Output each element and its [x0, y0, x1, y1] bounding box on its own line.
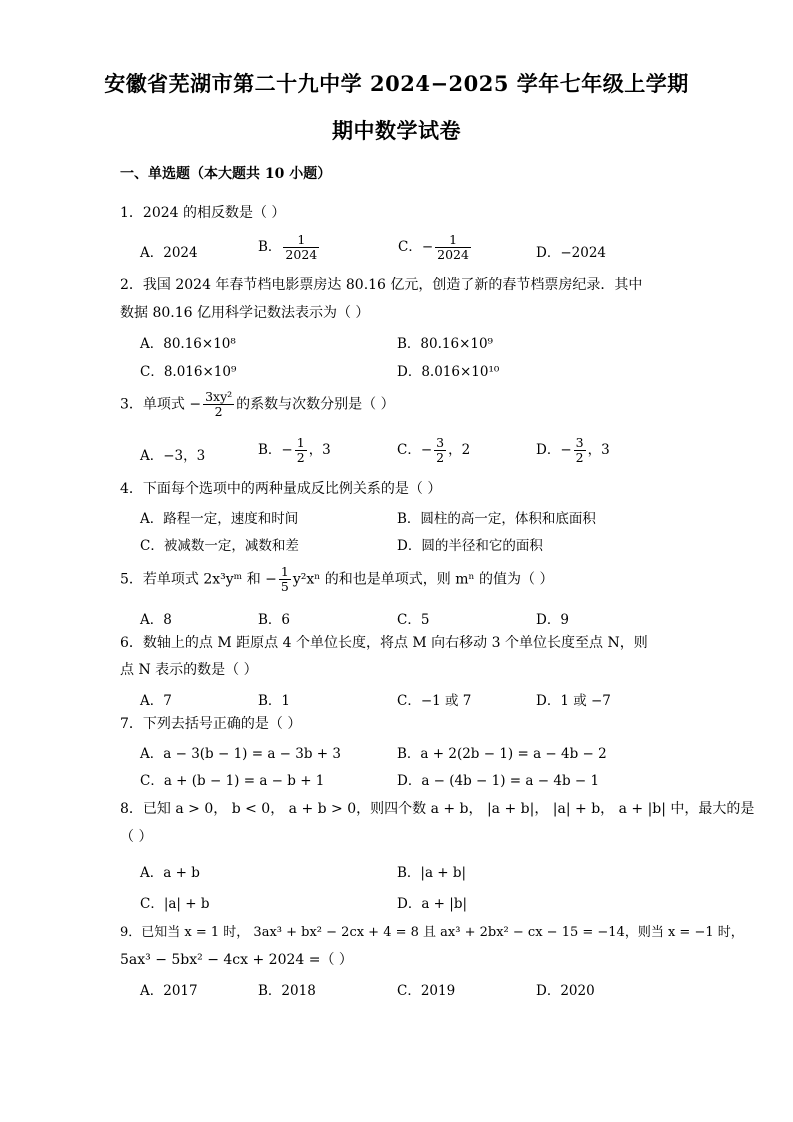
q8-option-a: A．a + b	[140, 865, 200, 881]
q5-option-c: C．5	[397, 612, 430, 628]
q7-option-a: A．a − 3(b − 1) = a − 3b + 3	[140, 746, 341, 762]
q4-option-b: B．圆柱的高一定，体积和底面积	[397, 511, 596, 527]
q2-option-a: A．80.16×10⁸	[140, 336, 236, 352]
q8-option-b: B．|a + b|	[397, 865, 467, 881]
q7-option-d: D．a − (4b − 1) = a − 4b − 1	[397, 773, 600, 789]
q2-stem-line1: 2．我国 2024 年春节档电影票房达 80.16 亿元，创造了新的春节档票房纪录．其中	[120, 277, 643, 293]
q7-stem: 7．下列去括号正确的是（ ）	[120, 716, 302, 732]
q6-stem-line1: 6．数轴上的点 M 距原点 4 个单位长度，将点 M 向右移动 3 个单位长度至点 N，则	[120, 635, 648, 651]
q3-option-b: B．− $\frac{1}{2}$ ，3	[258, 435, 331, 465]
q7-option-b: B．a + 2(2b − 1) = a − 4b − 2	[397, 746, 607, 762]
q6-option-a: A．7	[140, 693, 172, 709]
q1-option-b: B． $\frac{1}{2024}$	[258, 232, 318, 262]
q8-stem-line2: （ ）	[120, 829, 153, 845]
exam-title-line1: 安徽省芜湖市第二十九中学 2024−2025 学年七年级上学期	[104, 71, 689, 96]
q9-stem-line1: 9．已知当 x = 1 时， 3ax³ + bx² − 2cx + 4 = 8 且 ax³ + 2bx² − cx − 15 = −14，则当 x = −1 时，	[120, 925, 744, 940]
q1-option-a: A．2024	[140, 245, 198, 261]
q4-option-c: C．被减数一定，减数和差	[140, 538, 299, 554]
q9-option-d: D．2020	[536, 983, 595, 999]
q5-option-d: D．9	[536, 612, 569, 628]
q9-option-a: A．2017	[140, 983, 198, 999]
q6-option-b: B．1	[258, 693, 291, 709]
q6-stem-line2: 点 N 表示的数是（ ）	[120, 662, 258, 678]
q2-option-b: B．80.16×10⁹	[397, 336, 493, 352]
q8-option-d: D．a + |b|	[397, 896, 468, 912]
q1-option-d: D．−2024	[536, 245, 606, 261]
q1-option-c: C．− $\frac{1}{2024}$	[398, 232, 469, 262]
q8-option-c: C．|a| + b	[140, 896, 210, 912]
exam-title-line2: 期中数学试卷	[332, 118, 461, 143]
section-heading: 一、单选题（本大题共 10 小题）	[120, 166, 332, 182]
q2-stem-line2: 数据 80.16 亿用科学记数法表示为（ ）	[120, 305, 370, 321]
q2-option-d: D．8.016×10¹⁰	[397, 364, 500, 380]
q1-stem: 1．2024 的相反数是（ ）	[120, 205, 286, 221]
q5-option-a: A．8	[140, 612, 172, 628]
q9-stem-line2: 5ax³ − 5bx² − 4cx + 2024 =（ ）	[120, 952, 353, 968]
q9-option-c: C．2019	[397, 983, 456, 999]
q2-option-c: C．8.016×10⁹	[140, 364, 237, 380]
q4-option-d: D．圆的半径和它的面积	[397, 538, 543, 554]
q5-stem: 5．若单项式 2x³yᵐ 和 − $\frac{1}{5}$ y²xⁿ 的和也是单项式，则 mⁿ 的值为（ ）	[120, 564, 554, 594]
q4-stem: 4．下面每个选项中的两种量成反比例关系的是（ ）	[120, 481, 442, 497]
q3-stem: 3．单项式 − $\frac{\text{3xy²}}{2}$ 的系数与次数分别是（ ）	[120, 389, 395, 419]
q3-option-a: A．−3，3	[140, 448, 206, 464]
q5-option-b: B．6	[258, 612, 291, 628]
q3-option-c: C．− $\frac{3}{2}$ ，2	[397, 435, 471, 465]
q8-stem-line1: 8．已知 a > 0， b < 0， a + b > 0，则四个数 a + b， |a + b|， |a| + b， a + |b| 中，最大的是	[120, 801, 755, 817]
q7-option-c: C．a + (b − 1) = a − b + 1	[140, 773, 325, 789]
q4-option-a: A．路程一定，速度和时间	[140, 511, 299, 527]
q6-option-d: D．1 或 −7	[536, 693, 611, 709]
q3-option-d: D．− $\frac{3}{2}$ ，3	[536, 435, 610, 465]
q9-option-b: B．2018	[258, 983, 316, 999]
q6-option-c: C．−1 或 7	[397, 693, 472, 709]
